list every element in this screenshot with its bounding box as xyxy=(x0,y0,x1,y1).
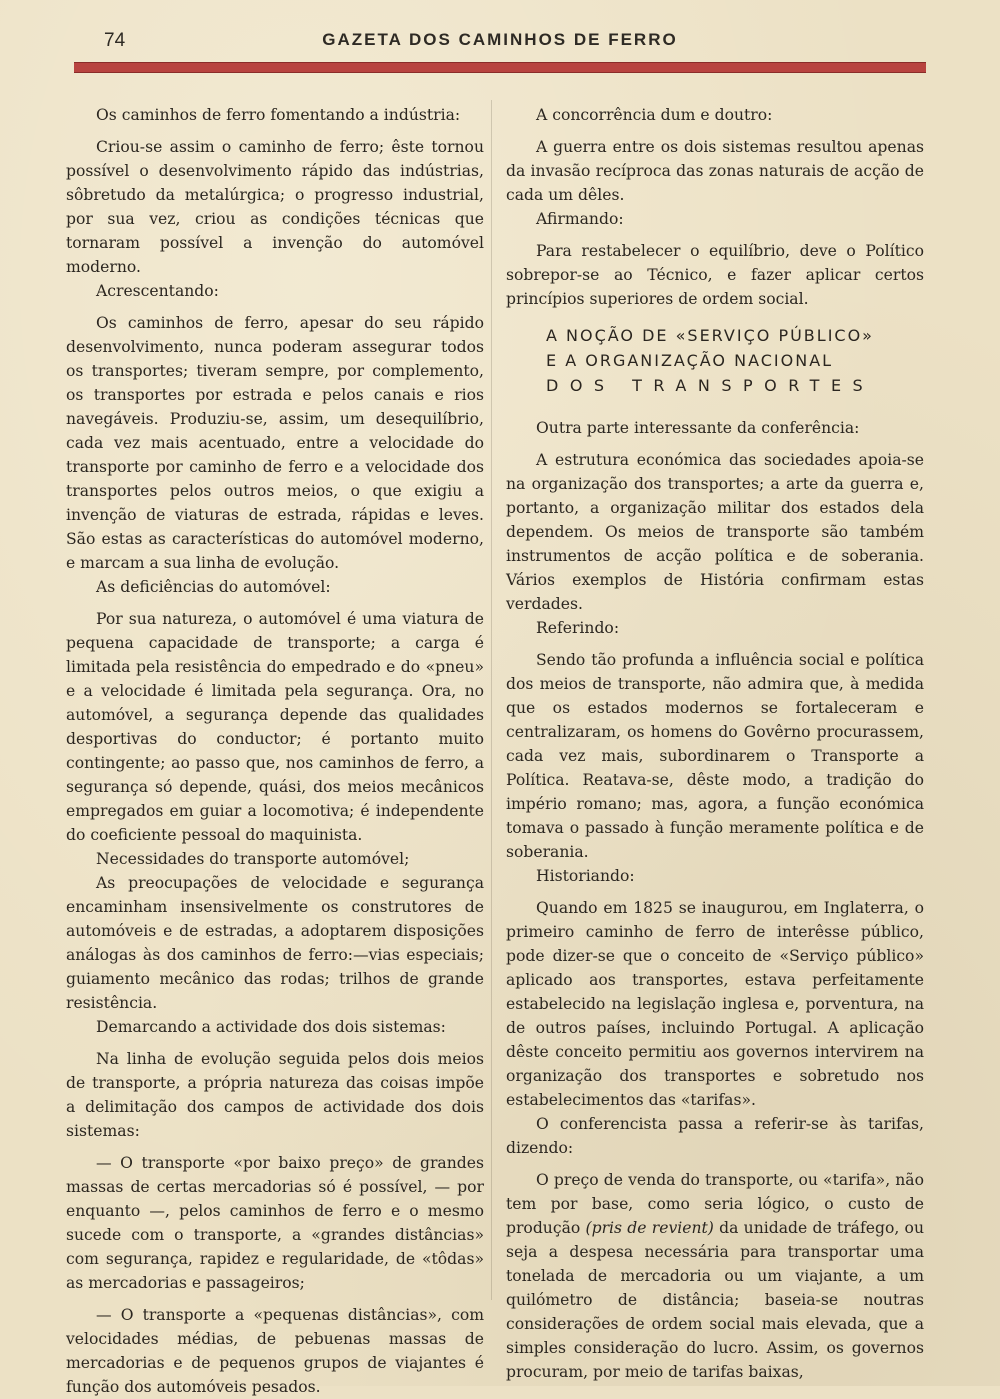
paragraph: Na linha de evolução seguida pelos dois meios de transporte, a própria natureza das coisas impõe a delimitação dos campos de actividade dos dois sistemas: xyxy=(66,1050,484,1140)
paragraph: A guerra entre os dois sistemas resultou apenas da invasão recíproca das zonas naturais de acção de cada um dêles. xyxy=(506,138,924,204)
section-label: Acrescentando: xyxy=(96,282,219,300)
paragraph: Por sua natureza, o automóvel é uma viatura de pequena capacidade de transporte; a carga é limitada pela resistência do empedrado e do «pneu» e a velocidade é limitada pela segurança. Ora, no automóvel, a segurança depende das qualidades desportivas do conductor; é portanto muito contingente; ao passo que, nos caminhos de ferro, a segurança só depende, quási, dos meios mecânicos empregados em guiar a locomotiva; é independente do coeficiente pessoal do maquinista. xyxy=(66,610,484,844)
page-number: 74 xyxy=(104,30,126,51)
section-label: Afirmando: xyxy=(536,210,624,228)
section-label: Outra parte interessante da conferência: xyxy=(536,419,860,437)
paragraph-text: O preço de venda do transporte, ou «tarifa», não tem por base, como seria lógico, o custo de produção xyxy=(506,1171,924,1237)
heading-line: E A ORGANIZAÇÃO NACIONAL xyxy=(546,351,834,370)
right-column xyxy=(506,103,924,1384)
heading-line: A NOÇÃO DE «SERVIÇO PÚBLICO» xyxy=(546,326,874,345)
section-label: A concorrência dum e doutro: xyxy=(536,106,773,124)
journal-title: GAZETA DOS CAMINHOS DE FERRO xyxy=(322,30,678,49)
paragraph: Para restabelecer o equilíbrio, deve o Político sobrepor-se ao Técnico, e fazer aplicar certos princípios superiores de ordem social. xyxy=(506,242,924,308)
paragraph-text: da unidade de tráfego, ou seja a despesa necessária para transportar uma tonelada de mercadoria ou um viajante, a um quilómetro de distância; baseia-se noutras considerações de ordem social mais elevada, que a simples consideração do lucro. Assim, os governos procuram, por meio de tarifas baixas, xyxy=(506,1219,924,1381)
section-label: Necessidades do transporte automóvel; xyxy=(96,850,410,868)
heading-line: DOS TRANSPORTES xyxy=(546,376,875,395)
paragraph: Sendo tão profunda a influência social e política dos meios de transporte, não admira que, à medida que os estados modernos se fortaleceram e centralizaram, os homens do Govêrno procurassem, cada vez mais, subordinarem o Transporte a Política. Reatava-se, dêste modo, a tradição do império romano; mas, agora, a função económica tomava o passado à função meramente política e de soberania. xyxy=(506,651,924,861)
paragraph: As preocupações de velocidade e segurança encaminham insensivelmente os construtores de automóveis e de estradas, a adoptarem disposições análogas às dos caminhos de ferro:—vias especiais; guiamento mecânico das rodas; trilhos de grande resistência. xyxy=(66,874,484,1012)
paragraph xyxy=(506,1168,924,1384)
section-label: Historiando: xyxy=(536,867,635,885)
column-divider xyxy=(491,100,492,1300)
section-heading xyxy=(506,323,924,398)
italic-term: (pris de revient) xyxy=(585,1219,714,1237)
paragraph: — O transporte «por baixo preço» de grandes massas de certas mercadorias só é possível, — por enquanto —, pelos caminhos de ferro e o mesmo sucede com o transporte, a «grandes distâncias» com segurança, rapidez e regularidade, de «tôdas» as mercadorias e passageiros; xyxy=(66,1154,484,1292)
paragraph: A estrutura económica das sociedades apoia-se na organização dos transportes; a arte da guerra e, portanto, a organização militar dos estados dela dependem. Os meios de transporte são também instrumentos de acção política e de soberania. Vários exemplos de História confirmam estas verdades. xyxy=(506,451,924,613)
paragraph: Quando em 1825 se inaugurou, em Inglaterra, o primeiro caminho de ferro de interêsse público, pode dizer-se que o conceito de «Serviço público» aplicado aos transportes, estava perfeitamente estabelecido na legislação inglesa e, porventura, na de outros países, incluindo Portugal. A aplicação dêste conceito permitiu aos governos intervirem na organização dos transportes e sobretudo nos estabelecimentos das «tarifas». xyxy=(506,899,924,1109)
left-column xyxy=(66,103,484,1399)
section-label: Os caminhos de ferro fomentando a indústria: xyxy=(96,106,461,124)
paragraph: Criou-se assim o caminho de ferro; êste tornou possível o desenvolvimento rápido das indústrias, sôbretudo da metalúrgica; o progresso industrial, por sua vez, criou as condições técnicas que tornaram possível a invenção do automóvel moderno. xyxy=(66,138,484,276)
section-label: Referindo: xyxy=(536,619,620,637)
header-rule xyxy=(74,62,926,73)
section-label: As deficiências do automóvel: xyxy=(96,578,331,596)
section-label: O conferencista passa a referir-se às tarifas, dizendo: xyxy=(506,1115,924,1157)
section-label: Demarcando a actividade dos dois sistemas: xyxy=(96,1018,446,1036)
paragraph: Os caminhos de ferro, apesar do seu rápido desenvolvimento, nunca poderam assegurar todos os transportes; tiveram sempre, por complemento, os transportes por estrada e pelos canais e rios navegáveis. Produziu-se, assim, um desequilíbrio, cada vez mais acentuado, entre a velocidade do transporte por caminho de ferro e a velocidade dos transportes pelos outros meios, o que exigiu a invenção de viaturas de estrada, rápidas e leves. São estas as características do automóvel moderno, e marcam a sua linha de evolução. xyxy=(66,314,484,572)
paragraph: — O transporte a «pequenas distâncias», com velocidades médias, de pebuenas massas de mercadorias e de pequenos grupos de viajantes é função dos automóveis pesados. xyxy=(66,1306,484,1396)
